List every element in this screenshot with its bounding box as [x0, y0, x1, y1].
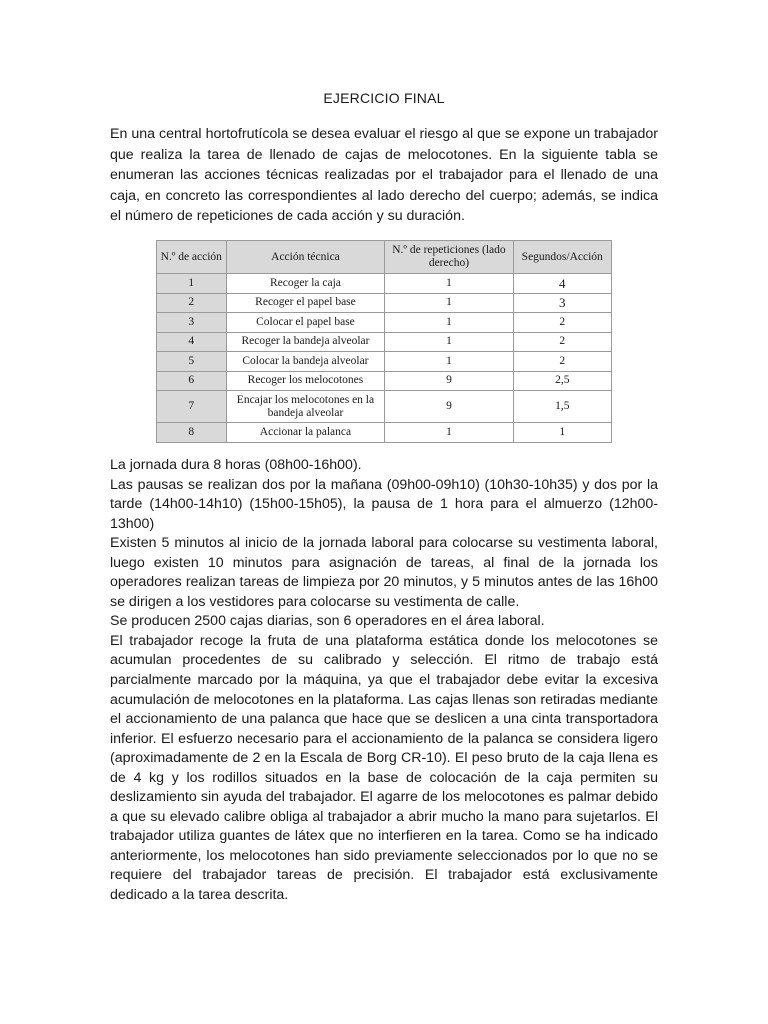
cell-rep: 9 [385, 391, 513, 423]
paragraph-pausas: Las pausas se realizan dos por la mañana (09h00-09h10) (10h30-10h35) y dos por la tarde (14h00-14h10) (15h00-15h05), la pausa de 1 hora para el almuerzo (12h00-13h00) [110, 476, 658, 532]
cell-num: 6 [157, 371, 227, 391]
body-text [110, 456, 658, 906]
header-accion-tecnica: Acción técnica [226, 241, 385, 274]
table-row [157, 391, 612, 423]
table-row [157, 313, 612, 333]
table-row [157, 274, 612, 294]
table-row [157, 371, 612, 391]
cell-accion: Accionar la palanca [226, 423, 385, 443]
cell-seg: 3 [513, 293, 612, 313]
cell-seg: 2 [513, 352, 612, 372]
cell-accion: Recoger la caja [226, 274, 385, 294]
table-row [157, 352, 612, 372]
cell-seg: 2,5 [513, 371, 612, 391]
table-row [157, 423, 612, 443]
header-repeticiones: N.º de repeticiones (lado derecho) [385, 241, 513, 274]
cell-rep: 1 [385, 313, 513, 333]
actions-table-wrapper [156, 240, 612, 443]
cell-rep: 9 [385, 371, 513, 391]
cell-rep: 1 [385, 293, 513, 313]
cell-accion: Recoger la bandeja alveolar [226, 332, 385, 352]
header-segundos: Segundos/Acción [513, 241, 612, 274]
paragraph-descripcion: El trabajador recoge la fruta de una plataforma estática donde los melocotones se acumulan procedentes de su calibrado y selección. El ritmo de trabajo está parcialmente marcado por la máquina, ya que el trabajador debe evitar la excesiva acumulación de melocotones en la plataforma. Las cajas llenas son retiradas mediante el accionamiento de una palanca que hace que se deslicen a una cinta transportadora inferior. El esfuerzo necesario para el accionamiento de la palanca se considera ligero (aproximadamente de 2 en la Escala de Borg CR-10). El peso bruto de la caja llena es de 4 kg y los rodillos situados en la base de colocación de la caja permiten su deslizamiento sin ayuda del trabajador. El agarre de los melocotones es palmar debido a que su elevado calibre obliga al trabajador a abrir mucho la mano para sujetarlos. El trabajador utiliza guantes de látex que no interfieren en la tarea. Como se ha indicado anteriormente, los melocotones han sido previamente seleccionados por lo que no se requiere del trabajador tareas de precisión. El trabajador está exclusivamente dedicado a la tarea descrita. [110, 632, 658, 904]
table-row [157, 293, 612, 313]
cell-seg: 2 [513, 313, 612, 333]
table-row [157, 332, 612, 352]
cell-seg: 1,5 [513, 391, 612, 423]
cell-num: 3 [157, 313, 227, 333]
cell-seg: 2 [513, 332, 612, 352]
cell-num: 4 [157, 332, 227, 352]
paragraph-tiempos: Existen 5 minutos al inicio de la jornada laboral para colocarse su vestimenta laboral, luego existen 10 minutos para asignación de tareas, al final de la jornada los operadores realizan tareas de limpieza por 20 minutos, y 5 minutos antes de las 16h00 se dirigen a los vestidores para colocarse su vestimenta de calle. [110, 535, 658, 610]
header-num-accion: N.º de acción [157, 241, 227, 274]
cell-accion: Colocar el papel base [226, 313, 385, 333]
cell-num: 1 [157, 274, 227, 294]
cell-num: 8 [157, 423, 227, 443]
actions-table [156, 240, 612, 443]
cell-accion: Recoger los melocotones [226, 371, 385, 391]
cell-num: 7 [157, 391, 227, 423]
cell-accion: Recoger el papel base [226, 293, 385, 313]
paragraph-produccion: Se producen 2500 cajas diarias, son 6 operadores en el área laboral. [110, 613, 545, 630]
cell-accion: Encajar los melocotones en la bandeja alveolar [226, 391, 385, 423]
intro-paragraph: En una central hortofrutícola se desea evaluar el riesgo al que se expone un trabajador que realiza la tarea de llenado de cajas de melocotones. En la siguiente tabla se enumeran las acciones técnicas realizadas por el trabajador para el llenado de una caja, en concreto las correspondientes al lado derecho del cuerpo; además, se indica el número de repeticiones de cada acción y su duración. [110, 126, 658, 225]
cell-num: 2 [157, 293, 227, 313]
cell-rep: 1 [385, 423, 513, 443]
cell-seg: 1 [513, 423, 612, 443]
document-title: EJERCICIO FINAL [323, 90, 445, 106]
paragraph-jornada: La jornada dura 8 horas (08h00-16h00). [110, 457, 362, 473]
cell-rep: 1 [385, 332, 513, 352]
cell-rep: 1 [385, 352, 513, 372]
cell-num: 5 [157, 352, 227, 372]
cell-accion: Colocar la bandeja alveolar [226, 352, 385, 372]
cell-seg: 4 [513, 274, 612, 294]
table-header-row [157, 241, 612, 274]
cell-rep: 1 [385, 274, 513, 294]
